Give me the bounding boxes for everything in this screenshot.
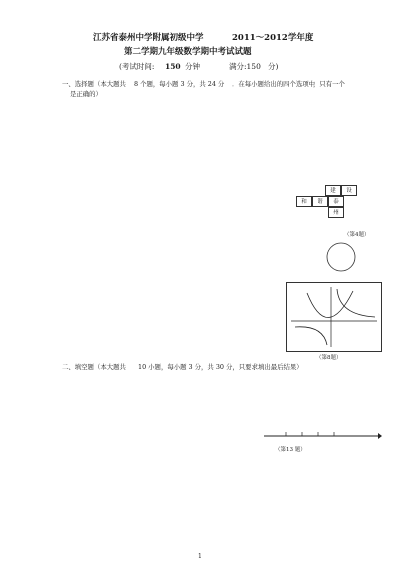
page-number: 1 bbox=[198, 553, 202, 560]
net-cell: 建 bbox=[325, 185, 341, 196]
school-year: 2011～2012学年度 bbox=[232, 33, 314, 43]
net-cell: 州 bbox=[328, 207, 344, 218]
figure13-caption: （第13 题） bbox=[275, 447, 306, 453]
section2-heading: 二、填空题（本大题共 bbox=[62, 363, 126, 371]
figure4-caption: （第4题） bbox=[344, 232, 370, 238]
figure8-graph-frame bbox=[286, 282, 382, 352]
section1-instruction3: 是正确的） bbox=[70, 90, 102, 98]
exam-subtitle: 第二学期九年级数学期中考试试题 bbox=[124, 47, 252, 57]
school-name: 江苏省泰州中学附属初级中学 bbox=[93, 33, 204, 43]
figure8-caption: （第8题） bbox=[316, 355, 342, 361]
time-unit: 分钟 bbox=[185, 62, 200, 71]
net-cell: 泰 bbox=[328, 196, 344, 207]
section1-instruction: ．在每小题给出的四个选项中 bbox=[232, 80, 316, 88]
net-cell: 谐 bbox=[312, 196, 328, 207]
figure7-circle-diagram bbox=[316, 240, 366, 274]
section1-count: 8 个题，每小题 3 分，共 24 分 bbox=[134, 80, 225, 88]
section1-instruction2: ，只有一个 bbox=[313, 80, 345, 88]
time-label: (考试时间: bbox=[119, 62, 155, 71]
score-label: 满分:150 bbox=[229, 62, 261, 71]
net-cell: 设 bbox=[341, 185, 357, 196]
time-value: 150 bbox=[165, 62, 181, 71]
net-cell: 和 bbox=[296, 196, 312, 207]
section2-count: 10 小题，每小题 3 分，共 30 分，只要求填出最后结果） bbox=[138, 363, 303, 371]
figure8-graph bbox=[287, 283, 381, 351]
score-unit: 分) bbox=[268, 62, 279, 71]
figure4-cube-net bbox=[296, 185, 376, 235]
section1-heading: 一、选择题（本大题共 bbox=[62, 80, 126, 88]
